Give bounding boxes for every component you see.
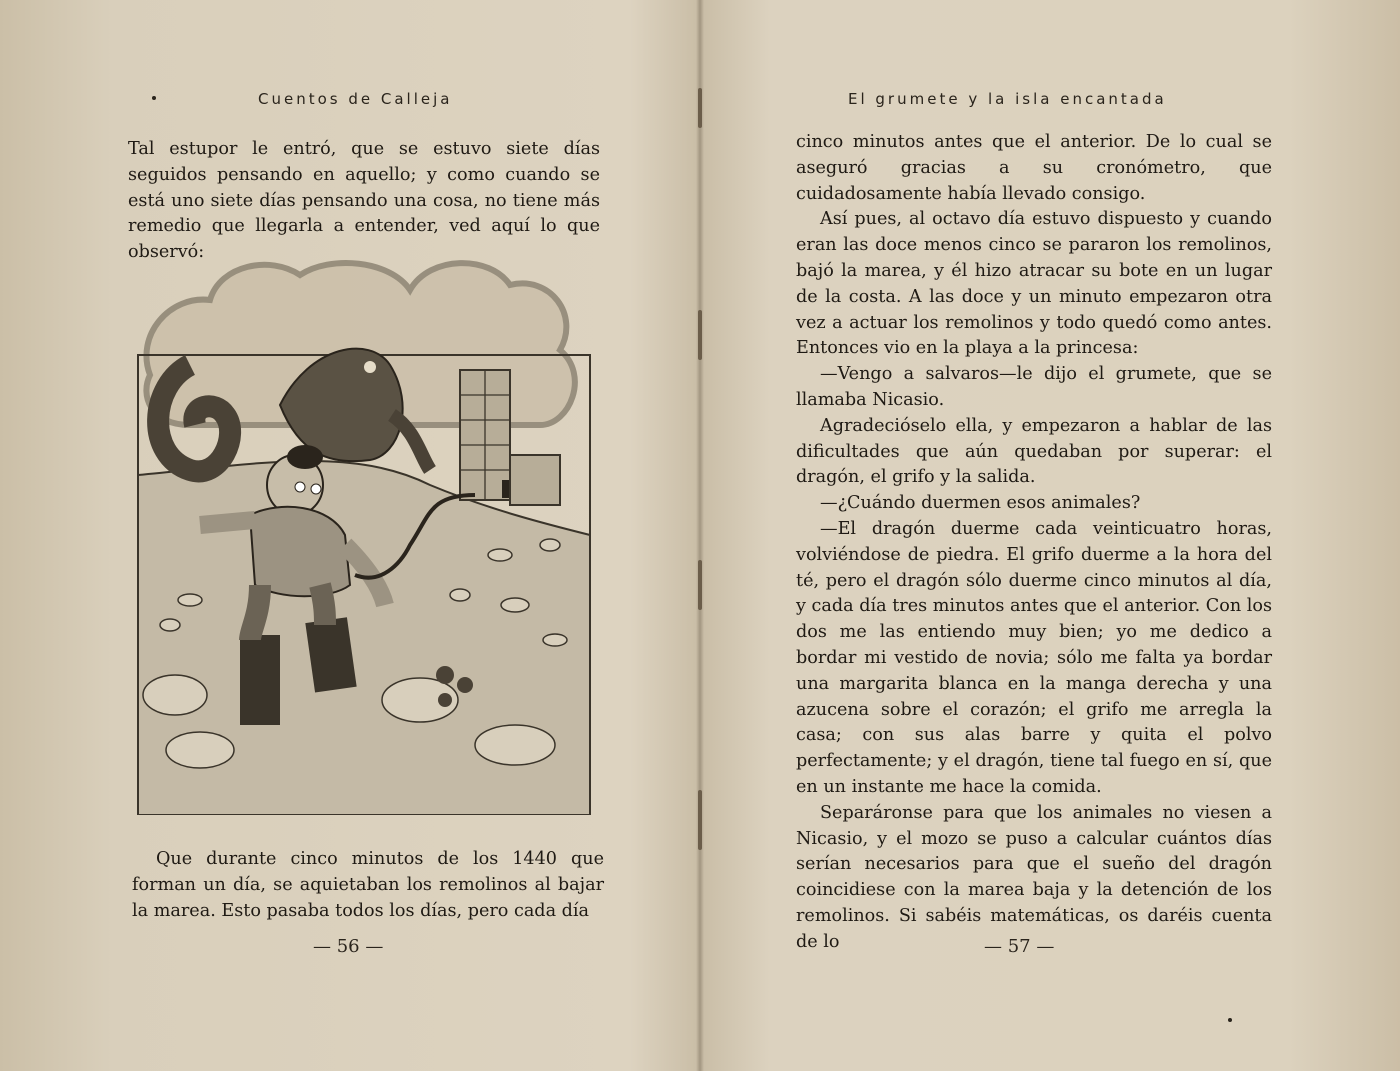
paragraph: —El dragón duerme cada veinticuatro horas, volviéndose de piedra. El grifo duerme a la hora del té, pero el dragón sólo duerme cinco minutos al día, y cada día tres minutos antes que el anterior. Con los dos me las entiendo muy bien; yo me dedico a bordar mi vestido de novia; sólo me falta ya bordar una margarita blanca en la manga derecha y una azucena sobre el corazón; el grifo me arregla la casa; con sus alas barre y quita el polvo perfectamente; y el dragón, tiene tal fuego en sí, que en un instante me hace la comida. (796, 518, 1272, 797)
left-bottom-paragraph (132, 847, 604, 924)
ink-speck (152, 96, 156, 100)
paragraph: —¿Cuándo duermen esos animales? (820, 493, 1141, 514)
paragraph: —Vengo a salvaros—le dijo el grumete, que se llamaba Nicasio. (796, 364, 1272, 410)
paragraph: Agradecióselo ella, y empezaron a hablar de las dificultades que aún quedaban por superar: el dragón, el grifo y la salida. (796, 415, 1272, 488)
paragraph: Separáronse para que los animales no viesen a Nicasio, y el mozo se puso a calcular cuántos días serían necesarios para que el sueño del dragón coincidiese con la marea baja y la detención de los remolinos. Si sabéis matemáticas, os daréis cuenta de lo (796, 802, 1272, 952)
paragraph: Que durante cinco minutos de los 1440 que forman un día, se aquietaban los remolinos al bajar la marea. Esto pasaba todos los días, pero cada día (132, 849, 604, 921)
paragraph: Tal estupor le entró, que se estuvo siete días seguidos pensando en aquello; y como cuando se está uno siete días pensando una cosa, no tiene más remedio que llegarla a entender, ved aquí lo que observó: (128, 139, 600, 263)
ink-speck (1228, 1018, 1232, 1022)
illustration (130, 255, 598, 815)
paragraph: cinco minutos antes que el anterior. De lo cual se aseguró gracias a su cronómetro, que cuidadosamente había llevado consigo. (796, 132, 1272, 204)
right-body-text (796, 130, 1272, 956)
right-page-number: — 57 — (984, 936, 1055, 957)
right-page (700, 0, 1400, 1071)
left-top-paragraph (128, 137, 600, 266)
right-running-header: El grumete y la isla encantada (848, 90, 1167, 108)
left-page-number: — 56 — (313, 936, 384, 957)
left-running-header: Cuentos de Calleja (258, 90, 453, 108)
paragraph: Así pues, al octavo día estuvo dispuesto y cuando eran las doce menos cinco se pararon los remolinos, bajó la marea, y él hizo atracar su bote en un lugar de la costa. A las doce y un minuto empezaron otra vez a actuar los remolinos y todo quedó como antes. Entonces vio en la playa a la princesa: (796, 209, 1272, 359)
